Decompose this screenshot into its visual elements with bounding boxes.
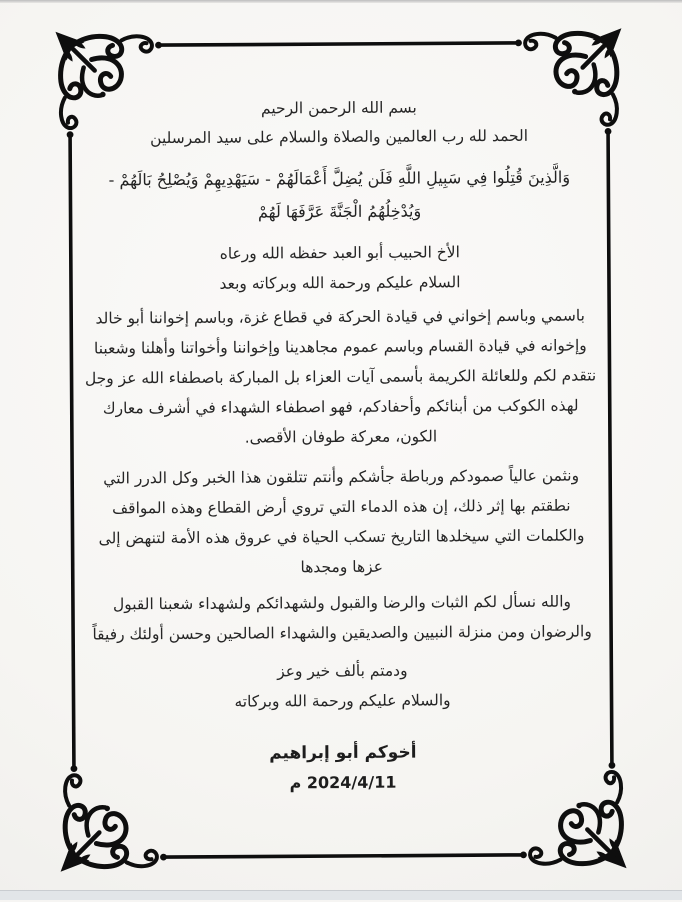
photo-edge-bottom [0,890,682,900]
hamdala-line: الحمد لله رب العالمين والصلاة والسلام على سيد المرسلين [150,126,529,148]
quran-verse: وَالَّذِينَ قُتِلُوا فِي سَبِيلِ اللَّهِ فَلَن يُضِلَّ أَعْمَالَهُمْ - سَيَهْدِيهِمْ وَيُصْلِحُ بَالَهُمْ - وَيُدْخِلُهُمُ الْجَنَّةَ عَرَّفَهَا لَهُمْ [108,167,571,222]
greeting-block [79,236,601,299]
paragraph-1: باسمي وباسم إخواني في قيادة الحركة في قطاع غزة، وباسم إخواننا أبو خالد وإخوانه في قيادة القسام وباسم عموم مجاهدينا وإخواننا وأخواتنا وأهلنا وشعبنا نتقدم لكم وللعائلة الكريمة بأسمى آيات العزاء بل المباركة باصطفاء الله عز وجل لهذه الكوكب من أبنائكم وأحفادكم، فهو اصطفاء الشهداء في أشرف معارك الكون، معركة طوفان الأقصى. [84,306,597,447]
basmala-line: بسم الله الرحمن الرحيم [260,98,417,118]
letter-body [77,0,604,800]
paragraph-2: ونثمن عالياً صمودكم ورباطة جأشكم وأنتم تتلقون هذا الخبر وكل الدرر التي نطقتم بها إثر ذلك، إن هذه الدماء التي تروي أرض القطاع وهذه المواقف والكلمات التي سيخلدها التاريخ تسكب الحياة في عروق هذه الأمة لتنهض إلى عزها ومجدها [98,466,585,577]
signature-line: أخوكم أبو إبراهيم [269,742,417,764]
paragraph-3: والله نسأل لكم الثبات والرضا والقبول ولشهدائكم ولشهداء شعبنا القبول والرضوان ومن منزلة النبيين والصديقين والشهداء الصالحين وحسن أولئك رفيقاً [92,592,592,644]
addressee-line: الأخ الحبيب أبو العبد حفظه الله ورعاه [219,243,460,263]
salutation-line: السلام عليكم ورحمة الله وبركاته وبعد [219,273,461,293]
date-line: 2024/4/11 م [289,772,397,793]
closing-lines: ودمتم بألف خير وعز والسلام عليكم ورحمة الله وبركاته [234,661,451,711]
